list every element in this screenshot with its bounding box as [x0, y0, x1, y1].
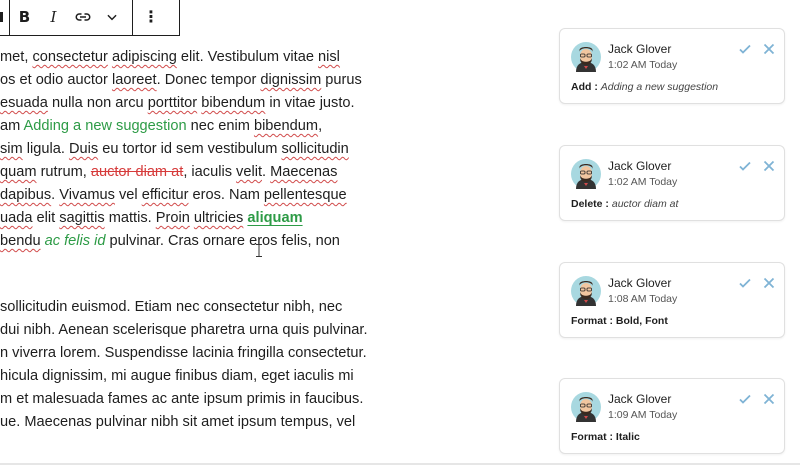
- avatar: [571, 276, 601, 306]
- link-icon: [74, 8, 92, 26]
- suggestion-summary: Add : Adding a new suggestion: [571, 81, 719, 93]
- close-icon[interactable]: [761, 158, 777, 174]
- close-icon[interactable]: [761, 391, 777, 407]
- text-line: esuada nulla non arcu porttitor bibendum in vitae justo.: [0, 95, 355, 111]
- text-line: sim ligula. Duis eu tortor id sem vestibulum sollicitudin: [0, 141, 349, 157]
- bold-button[interactable]: B: [18, 7, 31, 26]
- avatar: [571, 42, 601, 72]
- formatting-toolbar: [0, 0, 180, 36]
- text-line: os et odio auctor laoreet. Donec tempor dignissim purus: [0, 72, 362, 88]
- bottom-divider: [0, 463, 800, 465]
- text-line: sollicitudin euismod. Etiam nec consectetur nibh, nec: [0, 299, 343, 315]
- text-line: met, consectetur adipiscing elit. Vestibulum vitae nisl: [0, 49, 340, 65]
- close-icon[interactable]: [761, 275, 777, 291]
- text-line: bendu ac felis id pulvinar. Cras ornare eros felis, non: [0, 233, 340, 249]
- avatar: [571, 392, 601, 422]
- suggestion-time: 1:02 AM Today: [608, 59, 678, 71]
- block-handle[interactable]: [0, 0, 9, 35]
- link-button[interactable]: [68, 0, 97, 35]
- suggestion-author: Jack Glover: [608, 276, 672, 290]
- italic-formatted-text[interactable]: ac felis id: [44, 233, 106, 249]
- suggestion-card[interactable]: [559, 145, 785, 221]
- chevron-down-icon: [105, 10, 119, 24]
- text-line: hicula dignissim, mi augue finibus diam, eget iaculis mi: [0, 368, 354, 384]
- suggestion-card[interactable]: [559, 28, 785, 104]
- suggestion-card[interactable]: [559, 378, 785, 454]
- text-line: quam rutrum, auctor diam at, iaculis velit. Maecenas: [0, 164, 338, 180]
- text-line: am Adding a new suggestion nec enim bibendum,: [0, 118, 323, 134]
- check-icon[interactable]: [737, 41, 753, 57]
- suggestion-time: 1:08 AM Today: [608, 293, 678, 305]
- suggestion-author: Jack Glover: [608, 392, 672, 406]
- check-icon[interactable]: [737, 158, 753, 174]
- check-icon[interactable]: [737, 391, 753, 407]
- check-icon[interactable]: [737, 275, 753, 291]
- text-cursor-icon: [256, 244, 262, 257]
- avatar: [571, 159, 601, 189]
- suggestion-summary: Format : Italic: [571, 431, 640, 443]
- suggestion-time: 1:09 AM Today: [608, 409, 678, 421]
- suggestion-time: 1:02 AM Today: [608, 176, 678, 188]
- close-icon[interactable]: [761, 41, 777, 57]
- options-button[interactable]: ⋮: [143, 7, 159, 26]
- more-formats-button[interactable]: [97, 0, 126, 35]
- text-line: n viverra lorem. Suspendisse lacinia fringilla consectetur.: [0, 345, 367, 361]
- deleted-text[interactable]: auctor diam at: [90, 164, 184, 180]
- suggestion-summary: Format : Bold, Font: [571, 315, 668, 327]
- italic-button[interactable]: I: [50, 7, 57, 26]
- text-line: ue. Maecenas pulvinar nibh sit amet ipsum tempus, vel: [0, 414, 356, 430]
- drag-handle-icon: [0, 12, 5, 22]
- bold-formatted-text[interactable]: aliquam: [247, 210, 303, 226]
- text-line: m et malesuada fames ac ante ipsum primis in faucibus.: [0, 391, 364, 407]
- suggestion-card[interactable]: [559, 262, 785, 338]
- text-line: dui nibh. Aenean scelerisque pharetra urna quis pulvinar.: [0, 322, 368, 338]
- suggestion-author: Jack Glover: [608, 159, 672, 173]
- text-line: dapibus. Vivamus vel efficitur eros. Nam pellentesque: [0, 187, 347, 203]
- suggestion-summary: Delete : auctor diam at: [571, 198, 679, 210]
- suggestion-author: Jack Glover: [608, 42, 672, 56]
- inserted-text[interactable]: Adding a new suggestion: [23, 118, 187, 134]
- text-line: uada elit sagittis mattis. Proin ultricies aliquam: [0, 210, 303, 226]
